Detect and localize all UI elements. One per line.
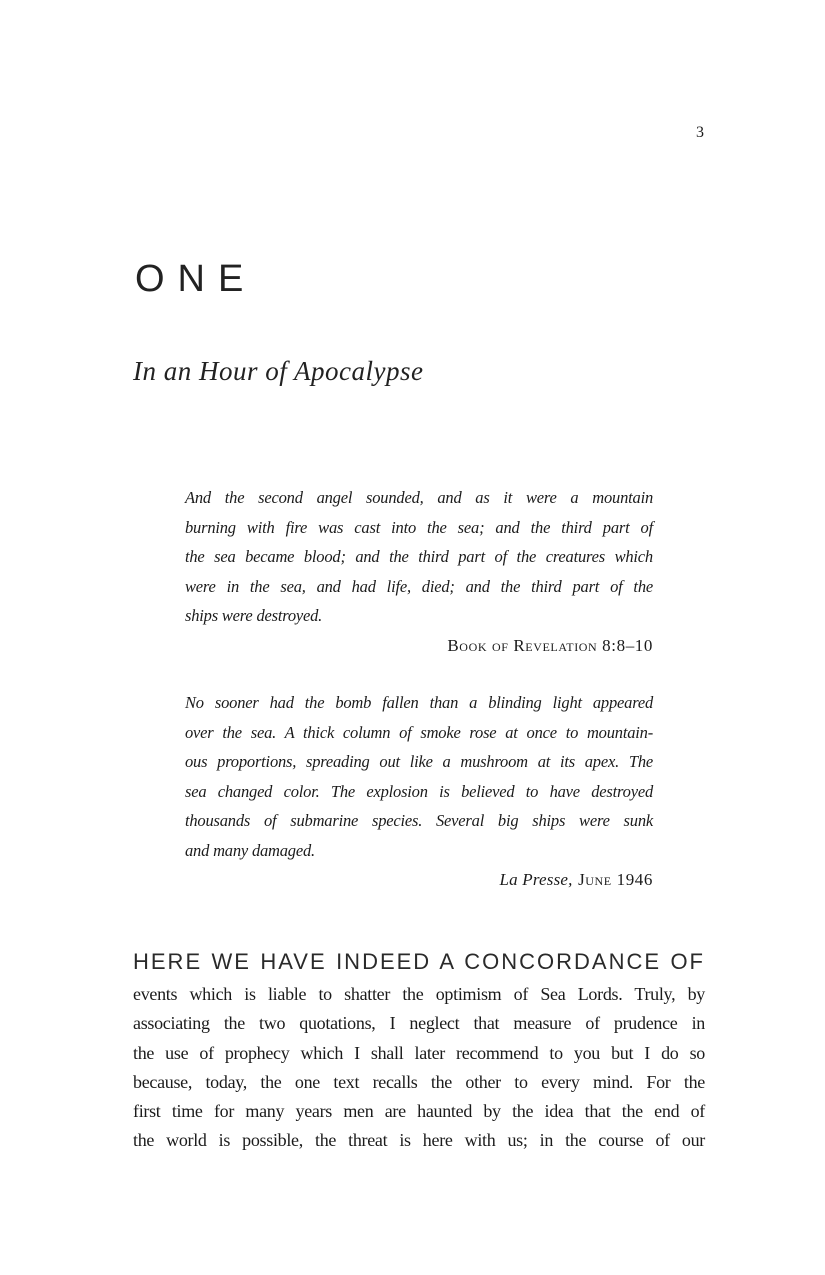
text-line: burning with fire was cast into the sea; and the third part of	[185, 517, 653, 537]
text-line: sea changed color. The explosion is believed to have destroyed	[185, 781, 653, 801]
text-line: and many damaged.	[185, 840, 315, 860]
text-line: thousands of submarine species. Several big ships were sunk	[185, 811, 653, 830]
epigraph-attribution	[185, 631, 653, 661]
text-line: And the second angel sounded, and as it were a mountain	[185, 488, 653, 507]
epigraph-text	[185, 688, 653, 865]
attribution-source-smallcaps: Book of Revelation 8:8–10	[447, 635, 653, 655]
chapter-title: In an Hour of Apocalypse	[133, 356, 424, 386]
epigraph-attribution	[185, 865, 653, 895]
epigraph-text	[185, 483, 653, 631]
text-line: were in the sea, and had life, died; and the third part of the	[185, 576, 653, 596]
page-number: 3	[696, 124, 704, 141]
epigraph-revelation	[185, 483, 653, 660]
paragraph-lead-in: HERE WE HAVE INDEED A CONCORDANCE OF	[133, 949, 705, 974]
chapter-number-heading: ONE	[135, 258, 257, 300]
text-line: first time for many years men are haunted by the idea that the end of	[133, 1101, 705, 1122]
text-line: associating the two quotations, I neglect that measure of prudence in	[133, 1013, 705, 1034]
text-line: over the sea. A thick column of smoke rose at once to mountain-	[185, 722, 653, 742]
text-line: No sooner had the bomb fallen than a blinding light appeared	[185, 693, 653, 712]
body-paragraph	[133, 980, 705, 1156]
text-line: ships were destroyed.	[185, 606, 323, 625]
epigraph-la-presse	[185, 688, 653, 895]
text-line: the sea became blood; and the third part of the creatures which	[185, 547, 653, 566]
attribution-source-italic: La Presse,	[499, 870, 573, 889]
text-line: events which is liable to shatter the optimism of Sea Lords. Truly, by	[133, 984, 705, 1004]
text-line: the world is possible, the threat is here with us; in the course of our	[133, 1130, 705, 1151]
text-line: ous proportions, spreading out like a mushroom at its apex. The	[185, 752, 653, 771]
text-line: the use of prophecy which I shall later recommend to you but I do so	[133, 1042, 705, 1063]
text-line: because, today, the one text recalls the other to every mind. For the	[133, 1071, 705, 1092]
attribution-source-smallcaps: June 1946	[578, 870, 653, 889]
